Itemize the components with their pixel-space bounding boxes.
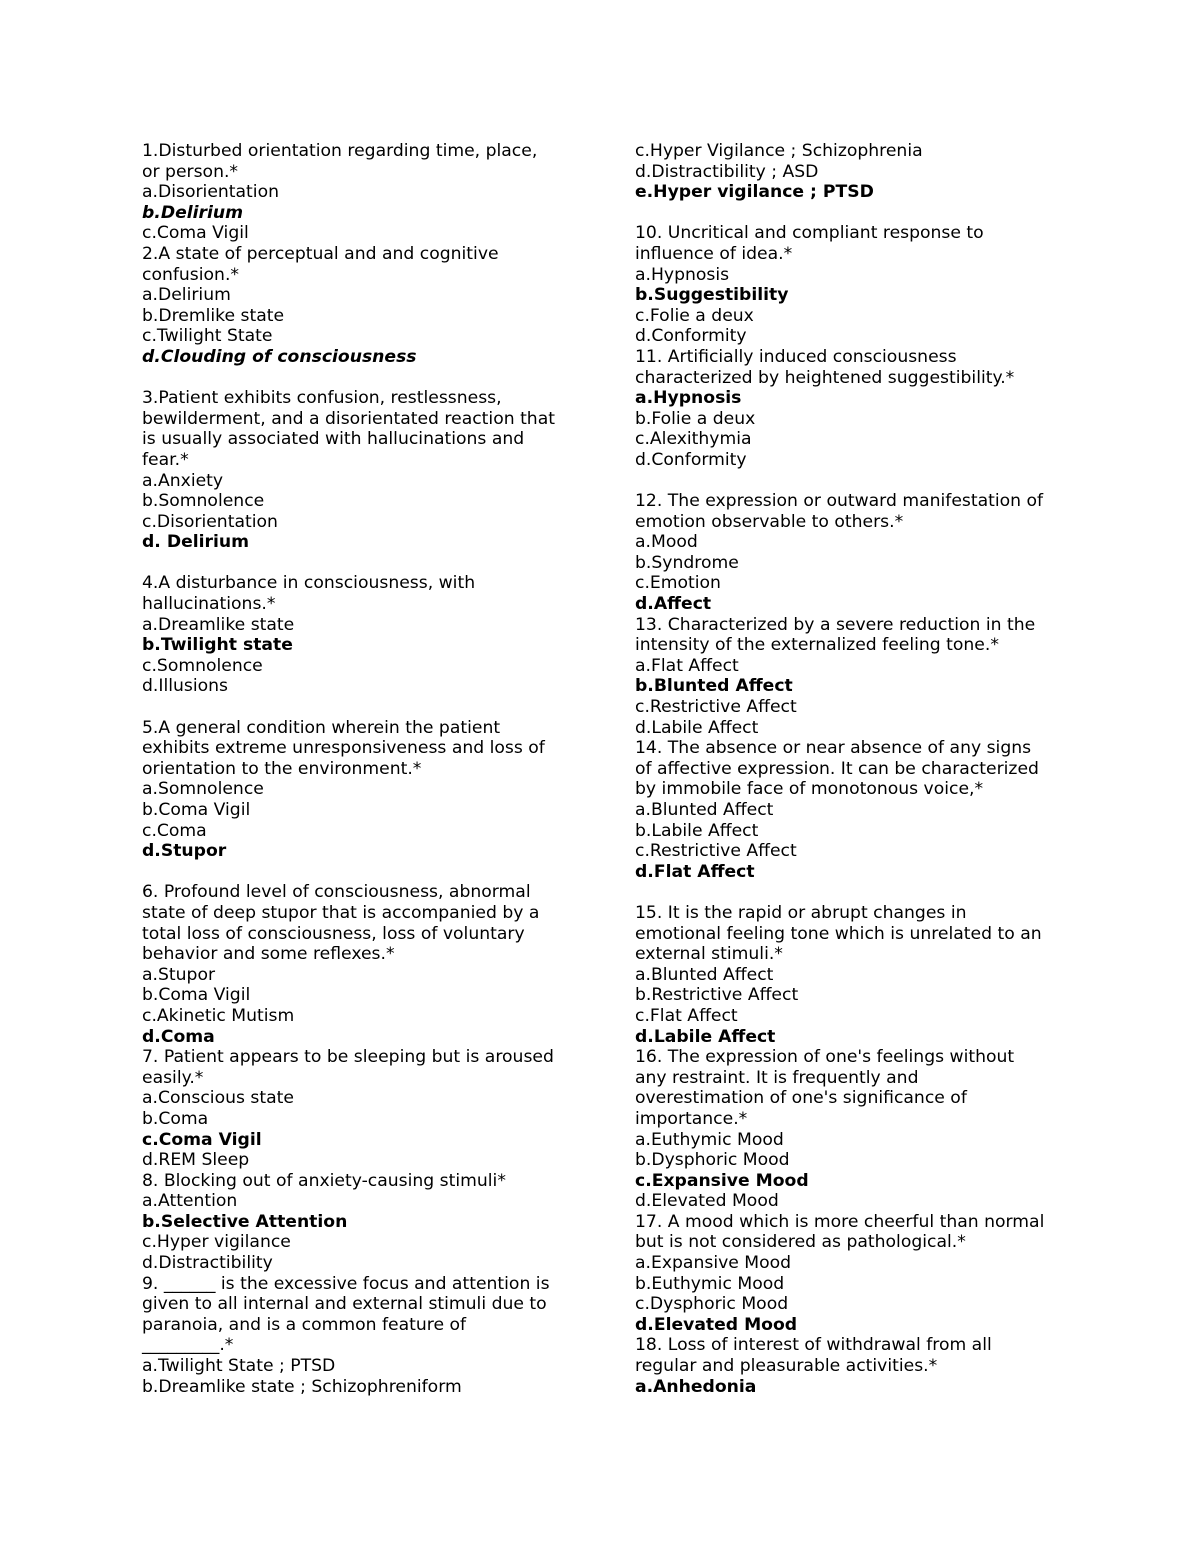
answer-option: a.Twilight State ; PTSD [142,1356,336,1377]
answer-option: b.Dremlike state [142,305,285,326]
question-text-line: 4.A disturbance in consciousness, with [142,573,476,594]
question-text-line: 18. Loss of interest of withdrawal from all [635,1335,992,1356]
correct-answer: d.Elevated Mood [635,1314,798,1335]
answer-option: b.Dysphoric Mood [635,1150,790,1171]
answer-option: c.Akinetic Mutism [142,1005,295,1026]
answer-option: a.Anxiety [142,470,224,491]
question-text-line: of affective expression. It can be characterized [635,758,1039,779]
correct-answer: b.Selective Attention [142,1211,348,1232]
answer-option: c.Hyper vigilance [142,1232,291,1253]
correct-answer: d.Stupor [142,841,227,862]
question-text-line: 1.Disturbed orientation regarding time, place, [142,141,538,161]
correct-answer: c.Expansive Mood [635,1170,809,1191]
question-text-line: exhibits extreme unresponsiveness and loss of [142,738,545,759]
answer-option: a.Mood [635,532,698,553]
answer-option: c.Hyper Vigilance ; Schizophrenia [635,141,923,161]
answer-option: d.REM Sleep [142,1150,250,1171]
correct-answer: e.Hyper vigilance ; PTSD [635,182,874,203]
question-text-line: given to all internal and external stimuli due to [142,1294,547,1315]
correct-answer: d.Clouding of consciousness [142,346,417,367]
question-text-line: 2.A state of perceptual and and cognitive [142,243,499,264]
answer-option: b.Syndrome [635,552,739,573]
question-text-line: any restraint. It is frequently and [635,1067,919,1088]
answer-option: b.Euthymic Mood [635,1273,785,1294]
question-text-line: 5.A general condition wherein the patient [142,717,501,738]
blank-line [635,882,1075,903]
question-text-line: influence of idea.* [635,243,793,264]
question-text-line: 8. Blocking out of anxiety-causing stimuli* [142,1170,506,1191]
correct-answer: b.Suggestibility [635,285,789,306]
question-text-line: paranoia, and is a common feature of [142,1314,467,1335]
answer-option: d.Illusions [142,676,228,697]
question-text-line: 12. The expression or outward manifestation of [635,491,1044,512]
answer-option: a.Stupor [142,964,216,985]
answer-option: b.Coma Vigil [142,985,251,1006]
answer-option: c.Coma [142,820,207,841]
question-text-line: 7. Patient appears to be sleeping but is aroused [142,1047,554,1068]
blank-line [142,553,582,574]
question-text-line: bewilderment, and a disorientated reaction that [142,408,555,429]
question-text-line: overestimation of one's significance of [635,1088,967,1109]
question-text-line: 17. A mood which is more cheerful than normal [635,1211,1045,1232]
answer-option: a.Attention [142,1191,238,1212]
question-text-line: importance.* [635,1108,748,1129]
answer-option: b.Restrictive Affect [635,985,799,1006]
left-column [142,141,582,1397]
answer-option: c.Folie a deux [635,305,754,326]
question-text-line: total loss of consciousness, loss of voluntary [142,923,525,944]
correct-answer: b.Twilight state [142,635,293,656]
answer-option: a.Euthymic Mood [635,1129,784,1150]
question-text-line: external stimuli.* [635,944,783,965]
correct-answer: a.Hypnosis [635,388,742,409]
blank-line [142,697,582,718]
answer-option: b.Coma [142,1108,209,1129]
correct-answer: c.Coma Vigil [142,1129,262,1150]
answer-option: c.Somnolence [142,655,263,676]
answer-option: c.Restrictive Affect [635,841,797,862]
answer-option: c.Coma Vigil [142,223,249,244]
answer-option: c.Emotion [635,573,721,594]
correct-answer: b.Blunted Affect [635,676,793,697]
question-text-line: characterized by heightened suggestibility.* [635,367,1015,388]
answer-option: d.Conformity [635,449,747,470]
question-text-line: fear.* [142,449,189,470]
question-text-line: 10. Uncritical and compliant response to [635,223,984,244]
answer-option: a.Somnolence [142,779,264,800]
correct-answer: d.Coma [142,1026,215,1047]
question-text-line: _________.* [142,1335,234,1356]
blank-line [635,203,1075,224]
answer-option: b.Somnolence [142,491,265,512]
answer-option: d.Labile Affect [635,717,759,738]
correct-answer: b.Delirium [142,202,244,223]
answer-option: b.Coma Vigil [142,800,251,820]
answer-option: c.Alexithymia [635,429,752,450]
answer-option: a.Flat Affect [635,655,739,676]
question-text-line: behavior and some reflexes.* [142,944,395,965]
question-text-line: 13. Characterized by a severe reduction in the [635,614,1036,635]
question-text-line: but is not considered as pathological.* [635,1232,966,1253]
correct-answer: d.Flat Affect [635,861,755,882]
correct-answer: d.Affect [635,594,712,615]
answer-option: d.Elevated Mood [635,1191,779,1212]
answer-option: b.Dreamlike state ; Schizophreniform [142,1376,462,1397]
answer-option: a.Delirium [142,285,231,306]
answer-option: a.Dreamlike state [142,614,295,635]
answer-option: c.Disorientation [142,511,278,532]
answer-option: a.Blunted Affect [635,800,774,820]
question-text-line: regular and pleasurable activities.* [635,1356,938,1377]
correct-answer: a.Anhedonia [635,1376,757,1397]
blank-line [142,862,582,883]
answer-option: c.Dysphoric Mood [635,1294,789,1315]
question-text-line: easily.* [142,1067,204,1088]
question-text-line: or person.* [142,161,239,182]
correct-answer: d. Delirium [142,532,250,553]
answer-option: a.Conscious state [142,1088,294,1109]
answer-option: a.Blunted Affect [635,964,774,985]
blank-line [142,368,582,389]
answer-option: a.Disorientation [142,182,279,203]
question-text-line: 9. ______ is the excessive focus and attention is [142,1273,550,1294]
question-text-line: intensity of the externalized feeling tone.* [635,635,999,656]
answer-option: a.Expansive Mood [635,1253,792,1274]
right-column [635,141,1075,1397]
question-text-line: confusion.* [142,264,239,285]
answer-option: a.Hypnosis [635,264,730,285]
answer-option: b.Folie a deux [635,408,756,429]
answer-option: d.Conformity [635,326,747,347]
question-text-line: 11. Artificially induced consciousness [635,346,957,367]
question-text-line: 6. Profound level of consciousness, abnormal [142,882,531,903]
answer-option: b.Labile Affect [635,820,759,841]
question-text-line: 15. It is the rapid or abrupt changes in [635,902,967,923]
question-text-line: orientation to the environment.* [142,758,422,779]
correct-answer: d.Labile Affect [635,1026,776,1047]
question-text-line: by immobile face of monotonous voice,* [635,779,984,800]
question-text-line: emotional feeling tone which is unrelated to an [635,923,1042,944]
answer-option: c.Twilight State [142,326,273,347]
question-text-line: hallucinations.* [142,594,276,615]
question-text-line: emotion observable to others.* [635,511,904,532]
question-text-line: is usually associated with hallucinations and [142,429,525,450]
question-text-line: 14. The absence or near absence of any signs [635,738,1032,759]
answer-option: d.Distractibility ; ASD [635,161,819,182]
question-text-line: 3.Patient exhibits confusion, restlessness, [142,388,502,409]
answer-option: d.Distractibility [142,1253,273,1274]
question-text-line: 16. The expression of one's feelings without [635,1047,1015,1068]
question-text-line: state of deep stupor that is accompanied by a [142,902,540,923]
answer-option: c.Restrictive Affect [635,697,797,718]
answer-option: c.Flat Affect [635,1005,738,1026]
blank-line [635,471,1075,492]
